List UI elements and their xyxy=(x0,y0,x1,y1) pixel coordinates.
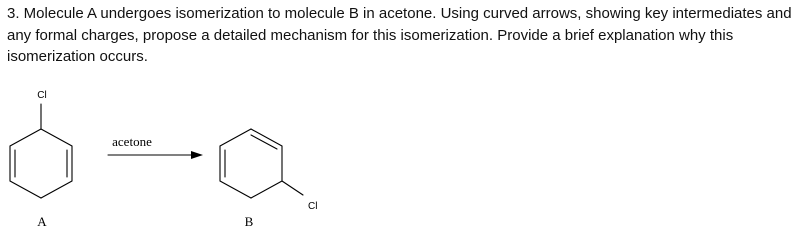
molecule-b-label: B xyxy=(244,214,254,229)
reaction-condition: acetone xyxy=(112,134,152,149)
molecule-b-structure xyxy=(220,129,303,198)
molecule-b xyxy=(220,129,317,229)
reaction-arrow xyxy=(108,134,203,159)
molecule-a-substituent: Cl xyxy=(37,90,47,101)
molecule-a-label: A xyxy=(37,214,47,229)
molecule-a-structure xyxy=(10,104,72,198)
question-text: 3. Molecule A undergoes isomerization to molecule B in acetone. Using curved arrows, showing key intermediates and any formal charges, propose a detailed mechanism for this isomerization. Provide a brief explanation why this isomerization occurs. xyxy=(7,5,792,65)
molecule-a xyxy=(10,90,72,229)
molecule-b-substituent: Cl xyxy=(308,201,318,212)
